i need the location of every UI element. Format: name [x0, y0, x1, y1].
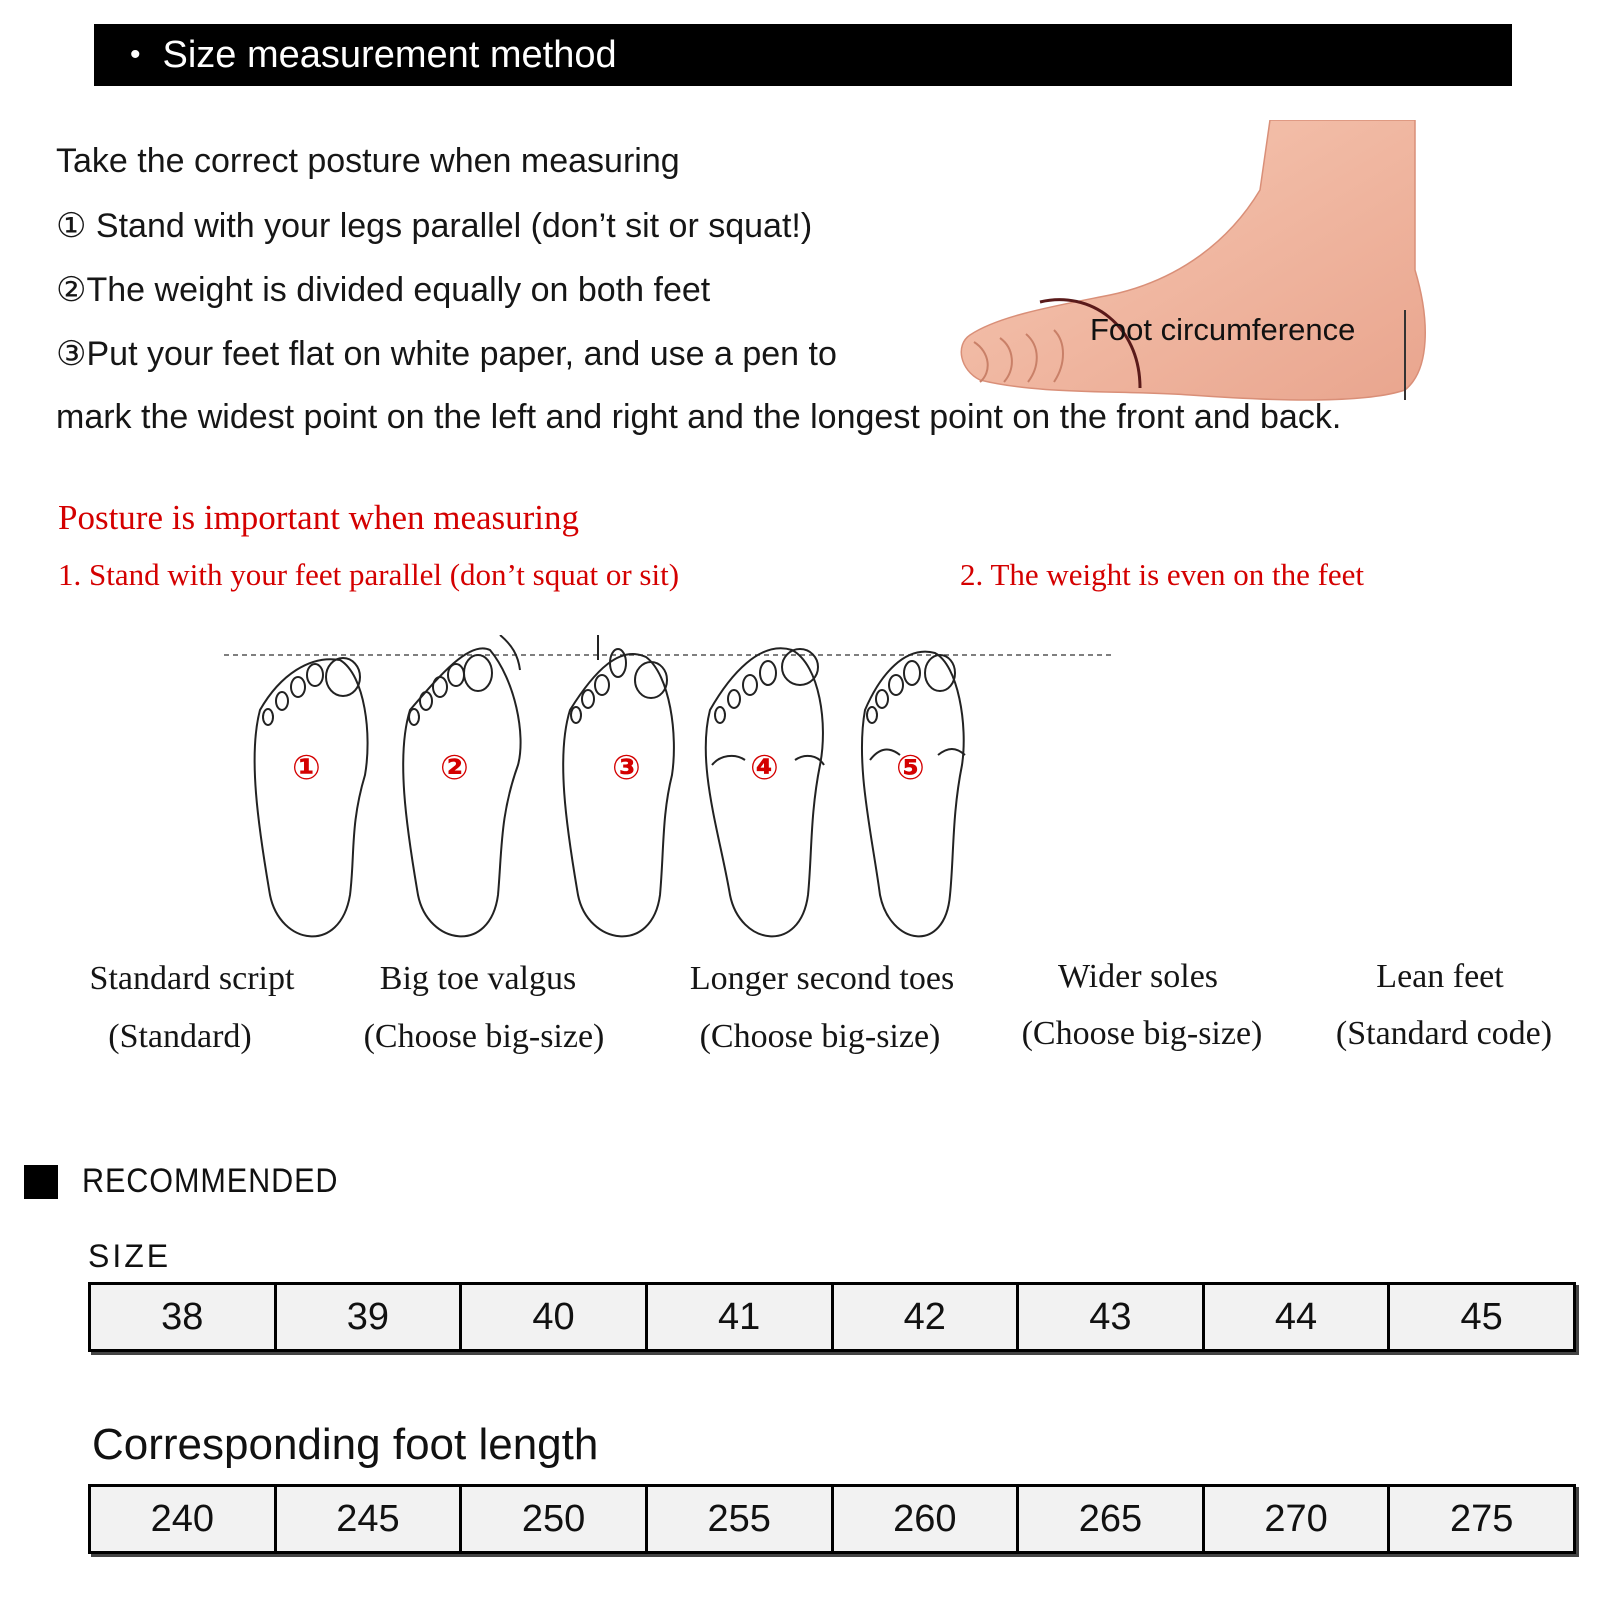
length-cell: 250 [462, 1487, 648, 1551]
length-cell: 255 [648, 1487, 834, 1551]
foot-type-name-1: Standard script [89, 960, 295, 997]
foot-marker-5: ⑤ [896, 748, 925, 788]
foot-type-advice-3: (Choose big-size) [699, 1018, 941, 1055]
length-cell: 260 [834, 1487, 1020, 1551]
foot-marker-3: ③ [612, 748, 641, 788]
size-cell: 42 [834, 1285, 1020, 1349]
foot-type-advice-2: (Choose big-size) [363, 1018, 605, 1055]
size-cell: 38 [91, 1285, 277, 1349]
size-cell: 45 [1460, 1295, 1503, 1338]
length-cell: 270 [1205, 1487, 1391, 1551]
instruction-step-1: ① Stand with your legs parallel (don’t sit or squat!) [56, 207, 813, 245]
foot-type-advice-1: (Standard) [108, 1018, 252, 1055]
recommended-square-icon [24, 1165, 58, 1199]
foot-length-table-row [88, 1484, 1576, 1554]
bullet-icon: • [130, 38, 141, 71]
size-cell: 41 [648, 1285, 834, 1349]
length-cell: 240 [91, 1487, 277, 1551]
posture-item-2: 2. The weight is even on the feet [960, 557, 1365, 592]
posture-title: Posture is important when measuring [58, 498, 580, 537]
foot-type-name-5: Lean feet [1376, 958, 1504, 995]
size-cell: 40 [462, 1285, 648, 1349]
foot-outline-4 [706, 648, 824, 936]
foot-shape [961, 120, 1425, 400]
section-header [94, 24, 1512, 86]
length-cell: 275 [1449, 1497, 1514, 1540]
recommended-label: RECOMMENDED [82, 1162, 339, 1200]
foot-marker-2: ② [440, 748, 469, 788]
foot-type-name-2: Big toe valgus [379, 960, 577, 997]
foot-type-advice-5: (Standard code) [1335, 1015, 1553, 1052]
size-cell: 43 [1019, 1285, 1205, 1349]
instruction-step-3-continued: mark the widest point on the left and right and the longest point on the front and back. [56, 398, 1342, 436]
section-title: Size measurement method [162, 33, 617, 76]
size-label: SIZE [88, 1238, 172, 1274]
foot-outline-1 [255, 658, 368, 936]
length-cell: 245 [277, 1487, 463, 1551]
size-cell: 44 [1205, 1285, 1391, 1349]
size-cell: 39 [277, 1285, 463, 1349]
instruction-step-2: ②The weight is divided equally on both feet [56, 271, 711, 309]
foot-marker-1: ① [292, 748, 321, 788]
foot-type-name-4: Wider soles [1057, 958, 1219, 995]
length-cell: 265 [1019, 1487, 1205, 1551]
foot-circumference-label: Foot circumference [1090, 312, 1356, 347]
size-table-row [88, 1282, 1576, 1352]
foot-marker-4: ④ [750, 748, 779, 788]
posture-item-1: 1. Stand with your feet parallel (don’t squat or sit) [58, 557, 680, 592]
foot-outline-5 [862, 652, 965, 937]
foot-type-name-3: Longer second toes [689, 960, 955, 997]
foot-length-label: Corresponding foot length [92, 1420, 599, 1469]
instruction-step-3: ③Put your feet flat on white paper, and use a pen to [56, 335, 837, 373]
foot-types-diagram [200, 635, 1130, 975]
foot-type-advice-4: (Choose big-size) [1021, 1015, 1263, 1052]
instruction-heading: Take the correct posture when measuring [56, 142, 680, 180]
